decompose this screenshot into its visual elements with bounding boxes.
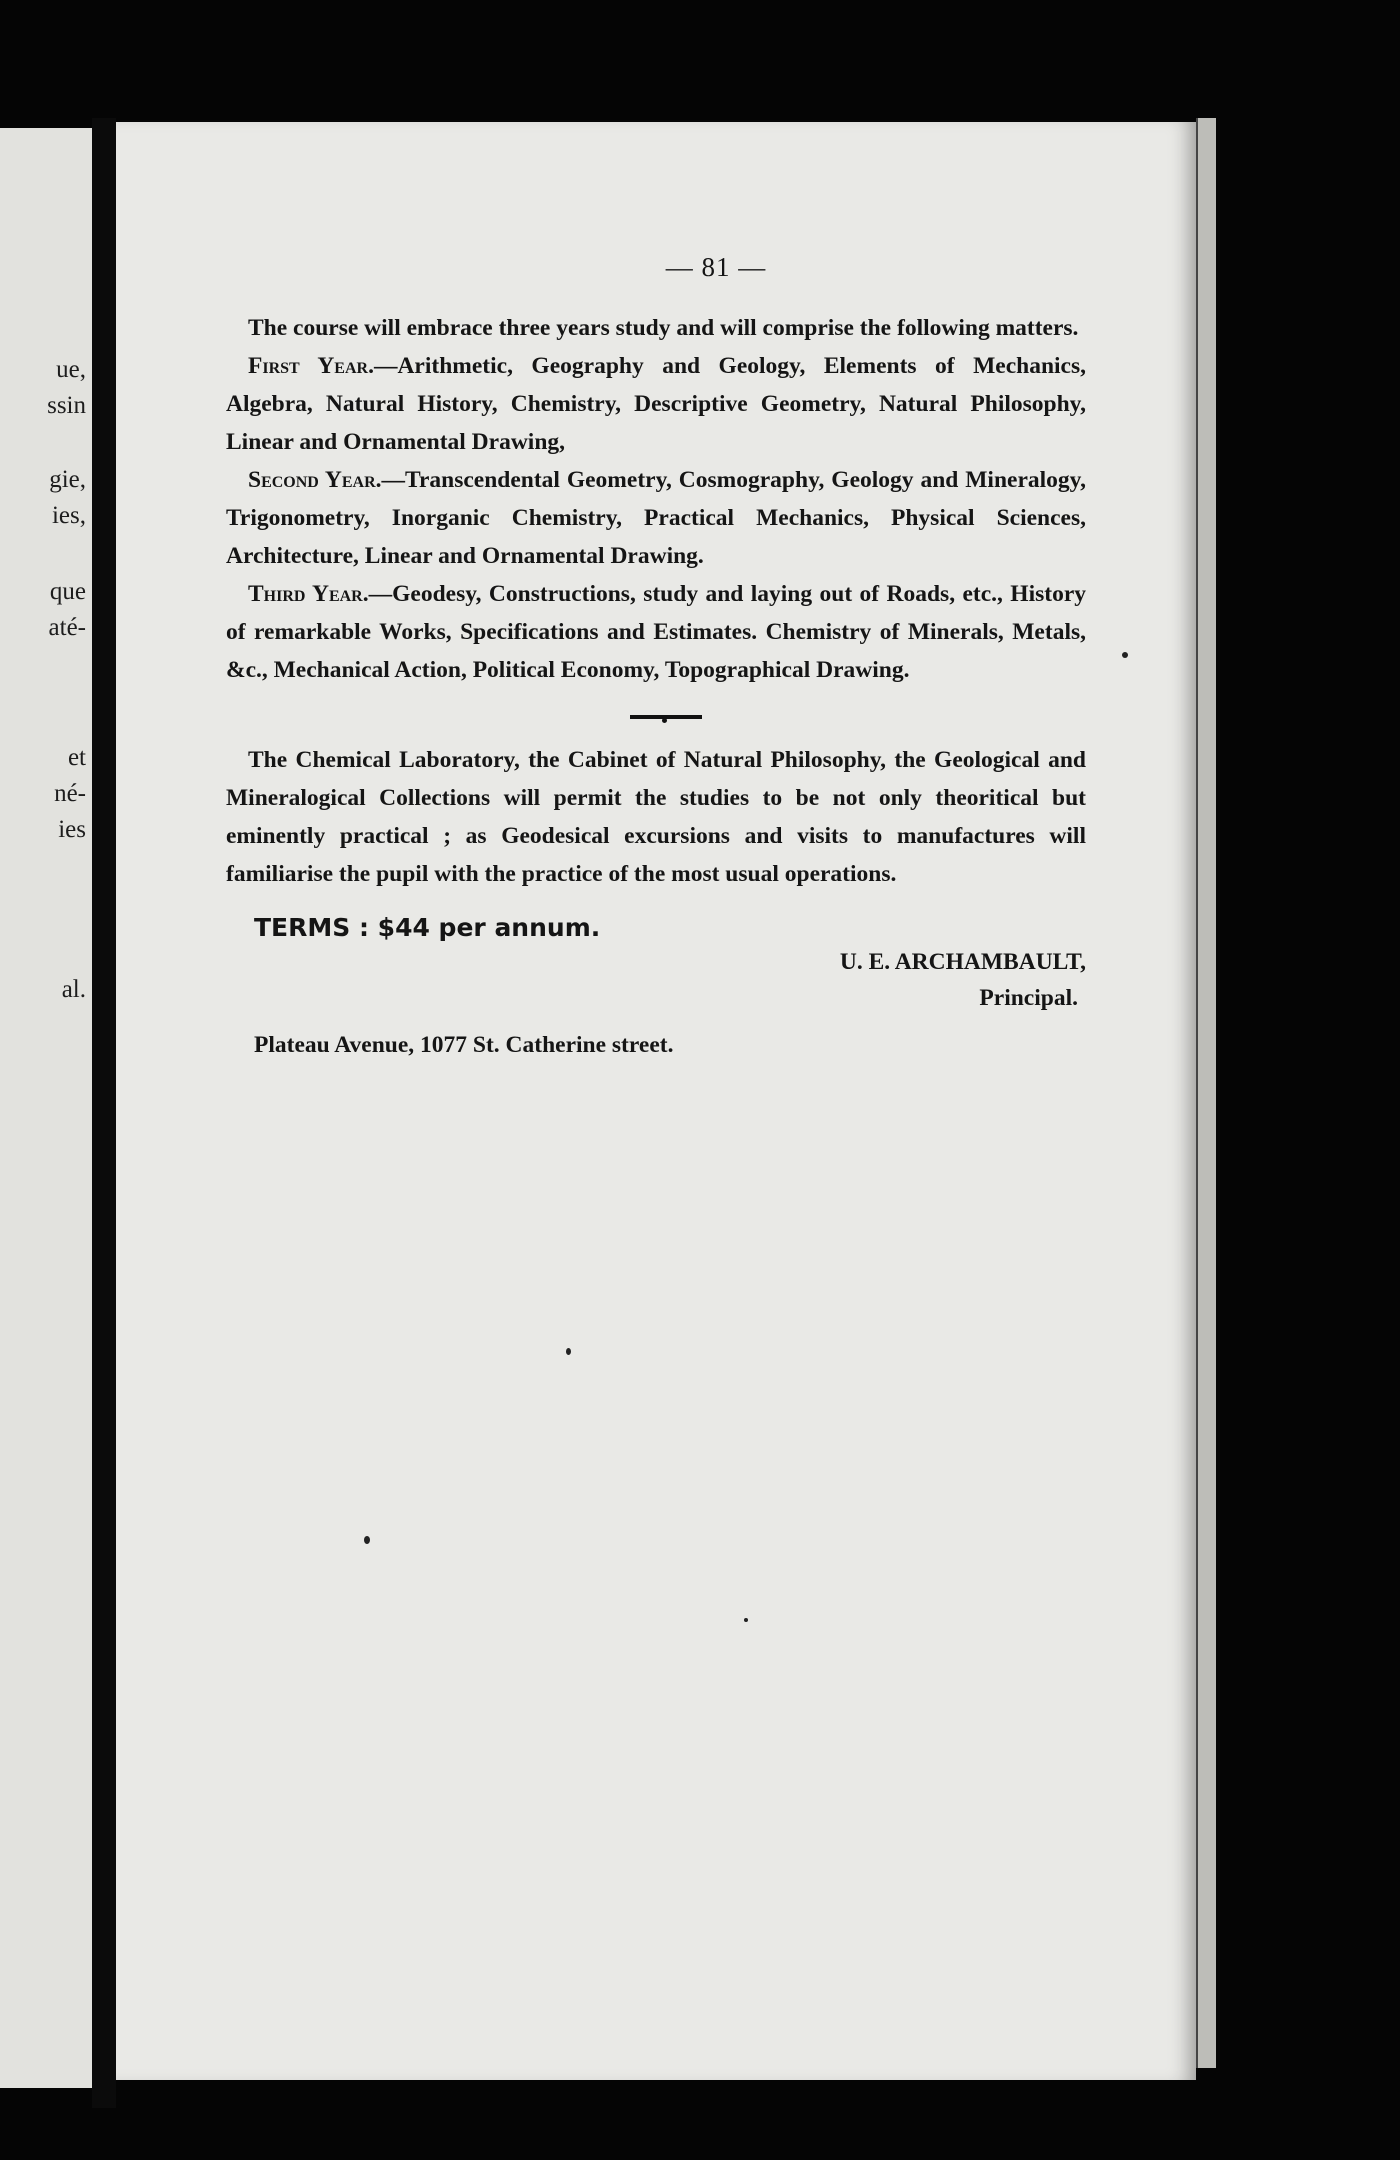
left-fragment-text: al. (61, 976, 86, 1003)
third-year-heading: Third Year. (248, 581, 369, 607)
third-year-text: —Geodesy, Constructions, study and laying out of Roads, etc., History of remarkable Works, Specifications and Estimates. Chemistry of Minerals, Metals, &c., Mechanical Action, Political Economy, Topographical Drawing. (226, 581, 1086, 683)
left-fragment-text: et (67, 744, 86, 771)
second-year-paragraph (226, 461, 1086, 575)
second-year-heading: Second Year. (248, 467, 382, 493)
section-divider (630, 715, 702, 719)
first-year-paragraph (226, 347, 1086, 461)
document-page (116, 122, 1196, 2080)
left-fragment-text: ue, (56, 356, 86, 383)
paper-speck (364, 1536, 370, 1544)
left-fragment-text: que (49, 578, 86, 605)
page-edge (1196, 118, 1216, 2068)
first-year-text: —Arithmetic, Geography and Geology, Elements of Mechanics, Algebra, Natural History, Chemistry, Descriptive Geometry, Natural Philosophy, Linear and Ornamental Drawing, (226, 353, 1086, 455)
address-line: Plateau Avenue, 1077 St. Catherine street. (254, 1032, 674, 1058)
book-gutter (92, 118, 116, 2108)
signatory-name: U. E. ARCHAMBAULT, (839, 949, 1086, 975)
terms-line: TERMS : $44 per annum. (254, 913, 601, 942)
laboratory-paragraph: The Chemical Laboratory, the Cabinet of Natural Philosophy, the Geological and Mineralogical Collections will permit the studies to be not only theoritical but eminently practical ; as Geodesical excursions and visits to manufactures will familiarise the pupil with the practice of the most usual operations. (226, 747, 1086, 887)
left-page-fragment (0, 128, 92, 2088)
paper-speck (1122, 652, 1128, 658)
paper-speck (566, 1348, 571, 1355)
page-content (226, 252, 1086, 1059)
left-fragment-text: ssin (47, 392, 86, 419)
left-fragment-text: até- (48, 614, 86, 641)
left-fragment-text: né- (54, 780, 86, 807)
intro-paragraph: The course will embrace three years study and will comprise the following matters. (248, 315, 1079, 341)
paper-speck (744, 1618, 748, 1622)
second-year-text: —Transcendental Geometry, Cosmography, Geology and Mineralogy, Trigonometry, Inorganic Chemistry, Practical Mechanics, Physical Sciences, Architecture, Linear and Ornamental Drawing. (226, 467, 1086, 569)
signatory-role: Principal. (979, 985, 1078, 1011)
third-year-paragraph (226, 575, 1086, 689)
left-fragment-text: ies (58, 816, 86, 843)
left-fragment-text: gie, (49, 466, 86, 493)
page-number: — 81 — (665, 252, 767, 282)
first-year-heading: First Year. (248, 353, 374, 379)
left-fragment-text: ies, (51, 502, 86, 529)
signature-block (226, 944, 1086, 1016)
